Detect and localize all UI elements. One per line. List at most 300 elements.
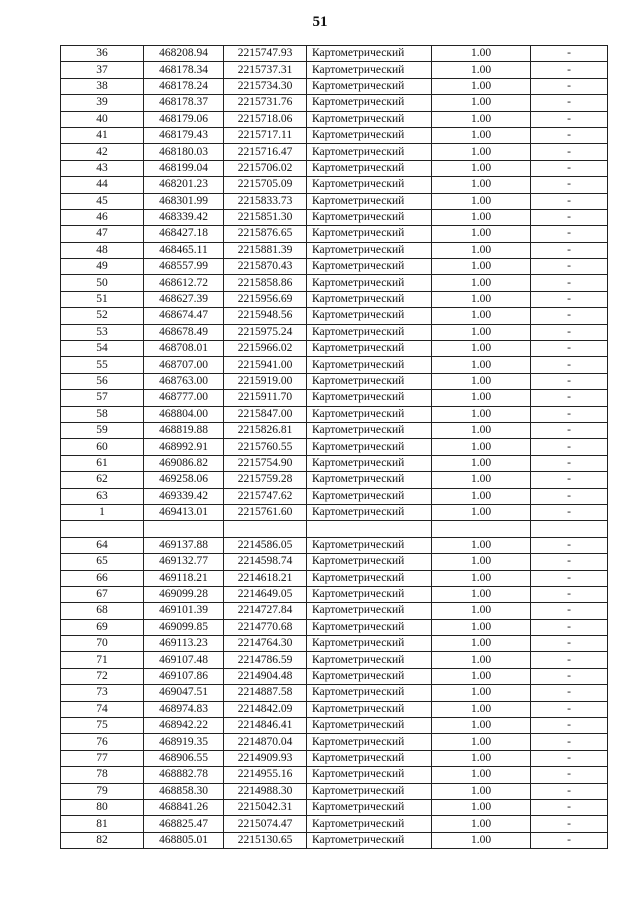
method-cell: Картометрический bbox=[307, 193, 432, 209]
point-number-cell: 72 bbox=[61, 668, 144, 684]
accuracy-cell: 1.00 bbox=[432, 357, 531, 373]
point-number-cell: 1 bbox=[61, 504, 144, 520]
y-coordinate-cell: 2215876.65 bbox=[224, 226, 307, 242]
point-number-cell: 56 bbox=[61, 373, 144, 389]
description-cell: - bbox=[531, 95, 608, 111]
table-row bbox=[61, 799, 608, 815]
table-row bbox=[61, 455, 608, 471]
table-row bbox=[61, 324, 608, 340]
accuracy-cell: 1.00 bbox=[432, 636, 531, 652]
method-cell: Картометрический bbox=[307, 750, 432, 766]
point-number-cell: 78 bbox=[61, 767, 144, 783]
description-cell: - bbox=[531, 537, 608, 553]
y-coordinate-cell: 2215130.65 bbox=[224, 832, 307, 848]
point-number-cell: 75 bbox=[61, 718, 144, 734]
point-number-cell: 80 bbox=[61, 799, 144, 815]
description-cell: - bbox=[531, 504, 608, 520]
description-cell: - bbox=[531, 799, 608, 815]
point-number-cell: 38 bbox=[61, 78, 144, 94]
description-cell: - bbox=[531, 750, 608, 766]
accuracy-cell bbox=[432, 521, 531, 537]
point-number-cell: 54 bbox=[61, 341, 144, 357]
method-cell: Картометрический bbox=[307, 422, 432, 438]
accuracy-cell: 1.00 bbox=[432, 160, 531, 176]
method-cell: Картометрический bbox=[307, 46, 432, 62]
accuracy-cell: 1.00 bbox=[432, 439, 531, 455]
y-coordinate-cell: 2214846.41 bbox=[224, 718, 307, 734]
accuracy-cell: 1.00 bbox=[432, 144, 531, 160]
description-cell: - bbox=[531, 816, 608, 832]
method-cell: Картометрический bbox=[307, 357, 432, 373]
point-number-cell: 59 bbox=[61, 422, 144, 438]
description-cell: - bbox=[531, 177, 608, 193]
y-coordinate-cell: 2214955.16 bbox=[224, 767, 307, 783]
y-coordinate-cell: 2215760.55 bbox=[224, 439, 307, 455]
y-coordinate-cell: 2215833.73 bbox=[224, 193, 307, 209]
table-row bbox=[61, 488, 608, 504]
table-row bbox=[61, 767, 608, 783]
point-number-cell bbox=[61, 521, 144, 537]
x-coordinate-cell: 468178.37 bbox=[144, 95, 224, 111]
table-row bbox=[61, 226, 608, 242]
accuracy-cell: 1.00 bbox=[432, 275, 531, 291]
point-number-cell: 82 bbox=[61, 832, 144, 848]
table-row bbox=[61, 177, 608, 193]
point-number-cell: 49 bbox=[61, 259, 144, 275]
y-coordinate-cell: 2215737.31 bbox=[224, 62, 307, 78]
method-cell: Картометрический bbox=[307, 570, 432, 586]
table-row bbox=[61, 636, 608, 652]
description-cell: - bbox=[531, 554, 608, 570]
method-cell: Картометрический bbox=[307, 373, 432, 389]
accuracy-cell: 1.00 bbox=[432, 570, 531, 586]
method-cell: Картометрический bbox=[307, 734, 432, 750]
point-number-cell: 52 bbox=[61, 308, 144, 324]
y-coordinate-cell: 2215734.30 bbox=[224, 78, 307, 94]
accuracy-cell: 1.00 bbox=[432, 390, 531, 406]
y-coordinate-cell: 2214904.48 bbox=[224, 668, 307, 684]
y-coordinate-cell: 2215941.00 bbox=[224, 357, 307, 373]
description-cell: - bbox=[531, 652, 608, 668]
table-row bbox=[61, 95, 608, 111]
description-cell: - bbox=[531, 160, 608, 176]
description-cell: - bbox=[531, 685, 608, 701]
method-cell: Картометрический bbox=[307, 406, 432, 422]
y-coordinate-cell: 2215717.11 bbox=[224, 127, 307, 143]
accuracy-cell: 1.00 bbox=[432, 832, 531, 848]
y-coordinate-cell: 2215870.43 bbox=[224, 259, 307, 275]
description-cell: - bbox=[531, 472, 608, 488]
accuracy-cell: 1.00 bbox=[432, 291, 531, 307]
description-cell: - bbox=[531, 357, 608, 373]
y-coordinate-cell: 2214988.30 bbox=[224, 783, 307, 799]
table-row bbox=[61, 62, 608, 78]
y-coordinate-cell: 2215705.09 bbox=[224, 177, 307, 193]
method-cell: Картометрический bbox=[307, 816, 432, 832]
description-cell: - bbox=[531, 603, 608, 619]
method-cell: Картометрический bbox=[307, 488, 432, 504]
x-coordinate-cell: 469107.48 bbox=[144, 652, 224, 668]
method-cell: Картометрический bbox=[307, 701, 432, 717]
description-cell: - bbox=[531, 619, 608, 635]
description-cell: - bbox=[531, 439, 608, 455]
point-number-cell: 63 bbox=[61, 488, 144, 504]
point-number-cell: 45 bbox=[61, 193, 144, 209]
table-row bbox=[61, 750, 608, 766]
method-cell: Картометрический bbox=[307, 209, 432, 225]
point-number-cell: 74 bbox=[61, 701, 144, 717]
x-coordinate-cell: 468180.03 bbox=[144, 144, 224, 160]
accuracy-cell: 1.00 bbox=[432, 554, 531, 570]
x-coordinate-cell: 469086.82 bbox=[144, 455, 224, 471]
accuracy-cell: 1.00 bbox=[432, 95, 531, 111]
y-coordinate-cell: 2214764.30 bbox=[224, 636, 307, 652]
table-row bbox=[61, 504, 608, 520]
point-number-cell: 65 bbox=[61, 554, 144, 570]
accuracy-cell: 1.00 bbox=[432, 767, 531, 783]
point-number-cell: 42 bbox=[61, 144, 144, 160]
description-cell: - bbox=[531, 718, 608, 734]
x-coordinate-cell: 468992.91 bbox=[144, 439, 224, 455]
method-cell: Картометрический bbox=[307, 226, 432, 242]
table-row bbox=[61, 652, 608, 668]
description-cell: - bbox=[531, 62, 608, 78]
accuracy-cell: 1.00 bbox=[432, 488, 531, 504]
table-row bbox=[61, 242, 608, 258]
point-number-cell: 58 bbox=[61, 406, 144, 422]
point-number-cell: 57 bbox=[61, 390, 144, 406]
table-row bbox=[61, 718, 608, 734]
accuracy-cell: 1.00 bbox=[432, 652, 531, 668]
y-coordinate-cell: 2214842.09 bbox=[224, 701, 307, 717]
accuracy-cell: 1.00 bbox=[432, 422, 531, 438]
page-number: 51 bbox=[312, 14, 328, 30]
table-row bbox=[61, 275, 608, 291]
y-coordinate-cell: 2215718.06 bbox=[224, 111, 307, 127]
y-coordinate-cell: 2214786.59 bbox=[224, 652, 307, 668]
x-coordinate-cell: 468777.00 bbox=[144, 390, 224, 406]
y-coordinate-cell: 2214649.05 bbox=[224, 586, 307, 602]
y-coordinate-cell: 2215042.31 bbox=[224, 799, 307, 815]
method-cell: Картометрический bbox=[307, 62, 432, 78]
point-number-cell: 68 bbox=[61, 603, 144, 619]
description-cell: - bbox=[531, 636, 608, 652]
x-coordinate-cell: 469137.88 bbox=[144, 537, 224, 553]
x-coordinate-cell: 468612.72 bbox=[144, 275, 224, 291]
method-cell: Картометрический bbox=[307, 668, 432, 684]
accuracy-cell: 1.00 bbox=[432, 799, 531, 815]
description-cell: - bbox=[531, 259, 608, 275]
table-row bbox=[61, 406, 608, 422]
method-cell: Картометрический bbox=[307, 504, 432, 520]
y-coordinate-cell: 2215716.47 bbox=[224, 144, 307, 160]
x-coordinate-cell: 469258.06 bbox=[144, 472, 224, 488]
accuracy-cell: 1.00 bbox=[432, 619, 531, 635]
accuracy-cell: 1.00 bbox=[432, 504, 531, 520]
method-cell: Картометрический bbox=[307, 767, 432, 783]
method-cell: Картометрический bbox=[307, 242, 432, 258]
point-number-cell: 62 bbox=[61, 472, 144, 488]
accuracy-cell: 1.00 bbox=[432, 816, 531, 832]
y-coordinate-cell: 2215847.00 bbox=[224, 406, 307, 422]
x-coordinate-cell: 468919.35 bbox=[144, 734, 224, 750]
table-row bbox=[61, 816, 608, 832]
point-number-cell: 61 bbox=[61, 455, 144, 471]
table-row bbox=[61, 701, 608, 717]
accuracy-cell: 1.00 bbox=[432, 603, 531, 619]
accuracy-cell: 1.00 bbox=[432, 537, 531, 553]
x-coordinate-cell: 468674.47 bbox=[144, 308, 224, 324]
method-cell: Картометрический bbox=[307, 177, 432, 193]
y-coordinate-cell: 2215826.81 bbox=[224, 422, 307, 438]
table-row bbox=[61, 291, 608, 307]
description-cell: - bbox=[531, 488, 608, 504]
x-coordinate-cell: 468974.83 bbox=[144, 701, 224, 717]
table-row bbox=[61, 127, 608, 143]
method-cell: Картометрический bbox=[307, 832, 432, 848]
x-coordinate-cell: 468557.99 bbox=[144, 259, 224, 275]
y-coordinate-cell: 2214870.04 bbox=[224, 734, 307, 750]
x-coordinate-cell: 468942.22 bbox=[144, 718, 224, 734]
description-cell bbox=[531, 521, 608, 537]
method-cell: Картометрический bbox=[307, 78, 432, 94]
method-cell bbox=[307, 521, 432, 537]
x-coordinate-cell: 469047.51 bbox=[144, 685, 224, 701]
description-cell: - bbox=[531, 586, 608, 602]
method-cell: Картометрический bbox=[307, 259, 432, 275]
y-coordinate-cell: 2215761.60 bbox=[224, 504, 307, 520]
x-coordinate-cell: 468627.39 bbox=[144, 291, 224, 307]
description-cell: - bbox=[531, 193, 608, 209]
point-number-cell: 50 bbox=[61, 275, 144, 291]
method-cell: Картометрический bbox=[307, 652, 432, 668]
y-coordinate-cell: 2215966.02 bbox=[224, 341, 307, 357]
table-row bbox=[61, 570, 608, 586]
method-cell: Картометрический bbox=[307, 291, 432, 307]
method-cell: Картометрический bbox=[307, 390, 432, 406]
accuracy-cell: 1.00 bbox=[432, 701, 531, 717]
x-coordinate-cell: 468805.01 bbox=[144, 832, 224, 848]
point-number-cell: 77 bbox=[61, 750, 144, 766]
x-coordinate-cell: 469339.42 bbox=[144, 488, 224, 504]
accuracy-cell: 1.00 bbox=[432, 373, 531, 389]
method-cell: Картометрический bbox=[307, 537, 432, 553]
table-row bbox=[61, 390, 608, 406]
description-cell: - bbox=[531, 127, 608, 143]
x-coordinate-cell: 469113.23 bbox=[144, 636, 224, 652]
point-number-cell: 69 bbox=[61, 619, 144, 635]
accuracy-cell: 1.00 bbox=[432, 750, 531, 766]
method-cell: Картометрический bbox=[307, 341, 432, 357]
table-body bbox=[61, 46, 608, 849]
table-row bbox=[61, 685, 608, 701]
x-coordinate-cell: 468841.26 bbox=[144, 799, 224, 815]
description-cell: - bbox=[531, 455, 608, 471]
x-coordinate-cell: 469118.21 bbox=[144, 570, 224, 586]
x-coordinate-cell: 468906.55 bbox=[144, 750, 224, 766]
description-cell: - bbox=[531, 406, 608, 422]
accuracy-cell: 1.00 bbox=[432, 685, 531, 701]
method-cell: Картометрический bbox=[307, 160, 432, 176]
accuracy-cell: 1.00 bbox=[432, 242, 531, 258]
table-row bbox=[61, 373, 608, 389]
y-coordinate-cell: 2215919.00 bbox=[224, 373, 307, 389]
x-coordinate-cell: 468178.24 bbox=[144, 78, 224, 94]
accuracy-cell: 1.00 bbox=[432, 341, 531, 357]
y-coordinate-cell: 2214909.93 bbox=[224, 750, 307, 766]
point-number-cell: 46 bbox=[61, 209, 144, 225]
table-row bbox=[61, 619, 608, 635]
description-cell: - bbox=[531, 111, 608, 127]
description-cell: - bbox=[531, 570, 608, 586]
table-row bbox=[61, 46, 608, 62]
x-coordinate-cell: 468678.49 bbox=[144, 324, 224, 340]
point-number-cell: 71 bbox=[61, 652, 144, 668]
accuracy-cell: 1.00 bbox=[432, 472, 531, 488]
method-cell: Картометрический bbox=[307, 308, 432, 324]
point-number-cell: 37 bbox=[61, 62, 144, 78]
point-number-cell: 39 bbox=[61, 95, 144, 111]
point-number-cell: 66 bbox=[61, 570, 144, 586]
accuracy-cell: 1.00 bbox=[432, 259, 531, 275]
description-cell: - bbox=[531, 291, 608, 307]
method-cell: Картометрический bbox=[307, 127, 432, 143]
y-coordinate-cell: 2215731.76 bbox=[224, 95, 307, 111]
x-coordinate-cell: 469099.28 bbox=[144, 586, 224, 602]
description-cell: - bbox=[531, 78, 608, 94]
method-cell: Картометрический bbox=[307, 799, 432, 815]
point-number-cell: 36 bbox=[61, 46, 144, 62]
accuracy-cell: 1.00 bbox=[432, 111, 531, 127]
method-cell: Картометрический bbox=[307, 603, 432, 619]
x-coordinate-cell: 468179.43 bbox=[144, 127, 224, 143]
description-cell: - bbox=[531, 209, 608, 225]
description-cell: - bbox=[531, 373, 608, 389]
x-coordinate-cell: 469099.85 bbox=[144, 619, 224, 635]
accuracy-cell: 1.00 bbox=[432, 46, 531, 62]
description-cell: - bbox=[531, 734, 608, 750]
description-cell: - bbox=[531, 668, 608, 684]
y-coordinate-cell: 2215881.39 bbox=[224, 242, 307, 258]
description-cell: - bbox=[531, 308, 608, 324]
point-number-cell: 47 bbox=[61, 226, 144, 242]
point-number-cell: 55 bbox=[61, 357, 144, 373]
x-coordinate-cell: 469132.77 bbox=[144, 554, 224, 570]
table-row bbox=[61, 308, 608, 324]
table-row bbox=[61, 832, 608, 848]
y-coordinate-cell: 2214586.05 bbox=[224, 537, 307, 553]
y-coordinate-cell bbox=[224, 521, 307, 537]
description-cell: - bbox=[531, 390, 608, 406]
x-coordinate-cell: 468465.11 bbox=[144, 242, 224, 258]
description-cell: - bbox=[531, 242, 608, 258]
x-coordinate-cell: 468208.94 bbox=[144, 46, 224, 62]
y-coordinate-cell: 2215706.02 bbox=[224, 160, 307, 176]
x-coordinate-cell: 469101.39 bbox=[144, 603, 224, 619]
table-row bbox=[61, 111, 608, 127]
accuracy-cell: 1.00 bbox=[432, 406, 531, 422]
x-coordinate-cell: 468763.00 bbox=[144, 373, 224, 389]
method-cell: Картометрический bbox=[307, 324, 432, 340]
x-coordinate-cell: 468427.18 bbox=[144, 226, 224, 242]
description-cell: - bbox=[531, 341, 608, 357]
table-row bbox=[61, 209, 608, 225]
description-cell: - bbox=[531, 226, 608, 242]
accuracy-cell: 1.00 bbox=[432, 226, 531, 242]
method-cell: Картометрический bbox=[307, 95, 432, 111]
table-row bbox=[61, 554, 608, 570]
y-coordinate-cell: 2215754.90 bbox=[224, 455, 307, 471]
y-coordinate-cell: 2215851.30 bbox=[224, 209, 307, 225]
x-coordinate-cell: 468858.30 bbox=[144, 783, 224, 799]
description-cell: - bbox=[531, 275, 608, 291]
y-coordinate-cell: 2215858.86 bbox=[224, 275, 307, 291]
description-cell: - bbox=[531, 324, 608, 340]
description-cell: - bbox=[531, 767, 608, 783]
table-row bbox=[61, 193, 608, 209]
description-cell: - bbox=[531, 422, 608, 438]
accuracy-cell: 1.00 bbox=[432, 193, 531, 209]
description-cell: - bbox=[531, 783, 608, 799]
y-coordinate-cell: 2214770.68 bbox=[224, 619, 307, 635]
method-cell: Картометрический bbox=[307, 455, 432, 471]
y-coordinate-cell: 2214887.58 bbox=[224, 685, 307, 701]
x-coordinate-cell: 469107.86 bbox=[144, 668, 224, 684]
table-row bbox=[61, 603, 608, 619]
method-cell: Картометрический bbox=[307, 472, 432, 488]
x-coordinate-cell bbox=[144, 521, 224, 537]
y-coordinate-cell: 2214598.74 bbox=[224, 554, 307, 570]
accuracy-cell: 1.00 bbox=[432, 209, 531, 225]
x-coordinate-cell: 468199.04 bbox=[144, 160, 224, 176]
table-row bbox=[61, 144, 608, 160]
description-cell: - bbox=[531, 832, 608, 848]
point-number-cell: 51 bbox=[61, 291, 144, 307]
x-coordinate-cell: 468339.42 bbox=[144, 209, 224, 225]
point-number-cell: 79 bbox=[61, 783, 144, 799]
method-cell: Картометрический bbox=[307, 144, 432, 160]
point-number-cell: 67 bbox=[61, 586, 144, 602]
table-row bbox=[61, 586, 608, 602]
x-coordinate-cell: 468178.34 bbox=[144, 62, 224, 78]
accuracy-cell: 1.00 bbox=[432, 586, 531, 602]
accuracy-cell: 1.00 bbox=[432, 62, 531, 78]
method-cell: Картометрический bbox=[307, 111, 432, 127]
x-coordinate-cell: 468707.00 bbox=[144, 357, 224, 373]
accuracy-cell: 1.00 bbox=[432, 177, 531, 193]
point-number-cell: 70 bbox=[61, 636, 144, 652]
point-number-cell: 40 bbox=[61, 111, 144, 127]
accuracy-cell: 1.00 bbox=[432, 324, 531, 340]
x-coordinate-cell: 468804.00 bbox=[144, 406, 224, 422]
accuracy-cell: 1.00 bbox=[432, 308, 531, 324]
y-coordinate-cell: 2215759.28 bbox=[224, 472, 307, 488]
coordinates-table bbox=[60, 45, 608, 849]
point-number-cell: 43 bbox=[61, 160, 144, 176]
y-coordinate-cell: 2215074.47 bbox=[224, 816, 307, 832]
table-row bbox=[61, 160, 608, 176]
accuracy-cell: 1.00 bbox=[432, 668, 531, 684]
y-coordinate-cell: 2214618.21 bbox=[224, 570, 307, 586]
table-row bbox=[61, 78, 608, 94]
description-cell: - bbox=[531, 144, 608, 160]
table-row bbox=[61, 668, 608, 684]
table-row bbox=[61, 783, 608, 799]
table-row bbox=[61, 357, 608, 373]
y-coordinate-cell: 2215975.24 bbox=[224, 324, 307, 340]
y-coordinate-cell: 2215956.69 bbox=[224, 291, 307, 307]
method-cell: Картометрический bbox=[307, 685, 432, 701]
